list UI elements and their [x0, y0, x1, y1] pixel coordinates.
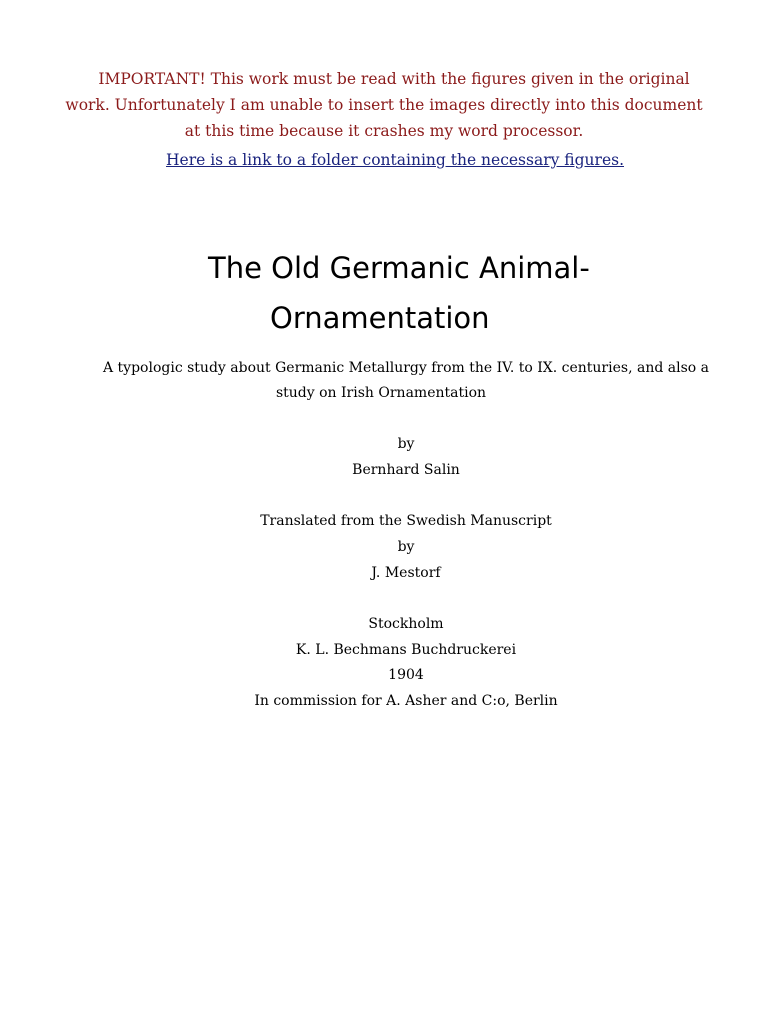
notice-line: IMPORTANT! This work must be read with the figures given in the original [98, 70, 690, 88]
title-line: Ornamentation [270, 301, 490, 335]
figures-folder-link[interactable]: Here is a link to a folder containing the necessary figures. [166, 151, 624, 169]
publication-printer: K. L. Bechmans Buchdruckerei [295, 641, 517, 658]
publication-year: 1904 [388, 667, 424, 684]
notice-line: at this time because it crashes my word processor. [184, 122, 584, 140]
author-name: Bernhard Salin [352, 461, 460, 478]
notice-line: work. Unfortunately I am unable to insert the images directly into this document [65, 96, 703, 114]
translation-label: Translated from the Swedish Manuscript [260, 513, 552, 530]
subtitle-line: A typologic study about Germanic Metallurgy from the IV. to IX. centuries, and also a [103, 360, 709, 376]
subtitle-line: study on Irish Ornamentation [275, 385, 487, 401]
document-subtitle [100, 356, 712, 406]
title-line: The Old Germanic Animal- [208, 251, 590, 285]
document-title [100, 243, 720, 343]
publication-city: Stockholm [368, 615, 444, 632]
translator-name: J. Mestorf [371, 564, 441, 581]
important-notice [60, 66, 708, 144]
credits-block [106, 432, 706, 715]
publication-commission: In commission for A. Asher and C:o, Berlin [254, 693, 558, 709]
author-by: by [397, 436, 415, 452]
translator-by: by [397, 538, 415, 555]
